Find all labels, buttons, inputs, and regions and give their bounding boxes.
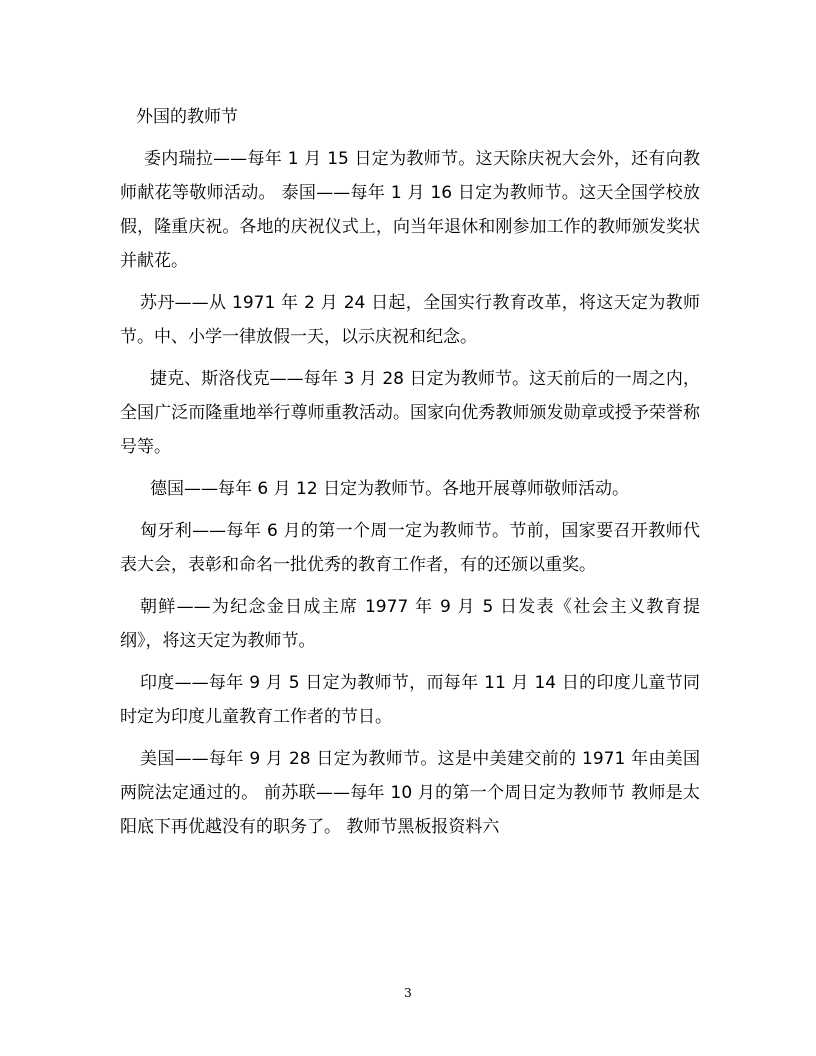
paragraph-venezuela-thailand: 委内瑞拉——每年 1 月 15 日定为教师节。这天除庆祝大会外，还有向教师献花等敬师活动。 泰国——每年 1 月 16 日定为教师节。这天全国学校放假，隆重庆祝。各地的庆祝仪式上，向当年退休和刚参加工作的教师颁发奖状并献花。 [120,149,700,271]
paragraph-india: 印度——每年 9 月 5 日定为教师节，而每年 11 月 14 日的印度儿童节同时定为印度儿童教育工作者的节日。 [120,673,700,727]
paragraph-north-korea: 朝鲜——为纪念金日成主席 1977 年 9 月 5 日发表《社会主义教育提纲》，将这天定为教师节。 [120,597,700,651]
document-body [120,100,700,852]
paragraph-sudan: 苏丹——从 1971 年 2 月 24 日起，全国实行教育改革，将这天定为教师节。中、小学一律放假一天，以示庆祝和纪念。 [120,293,700,347]
page-number: 3 [404,986,412,1000]
paragraph-hungary: 匈牙利——每年 6 月的第一个周一定为教师节。节前，国家要召开教师代表大会，表彰和命名一批优秀的教育工作者，有的还颁以重奖。 [120,521,700,575]
paragraph-usa-ussr: 美国——每年 9 月 28 日定为教师节。这是中美建交前的 1971 年由美国两院法定通过的。 前苏联——每年 10 月的第一个周日定为教师节 教师是太阳底下再优越没有的职务了。 教师节黑板报资料六 [120,749,700,837]
document-title: 外国的教师节 [136,107,238,127]
paragraph-czech-slovakia: 捷克、斯洛伐克——每年 3 月 28 日定为教师节。这天前后的一周之内，全国广泛而隆重地举行尊师重教活动。国家向优秀教师颁发勋章或授予荣誉称号等。 [120,369,700,457]
paragraph-germany: 德国——每年 6 月 12 日定为教师节。各地开展尊师敬师活动。 [150,479,630,499]
